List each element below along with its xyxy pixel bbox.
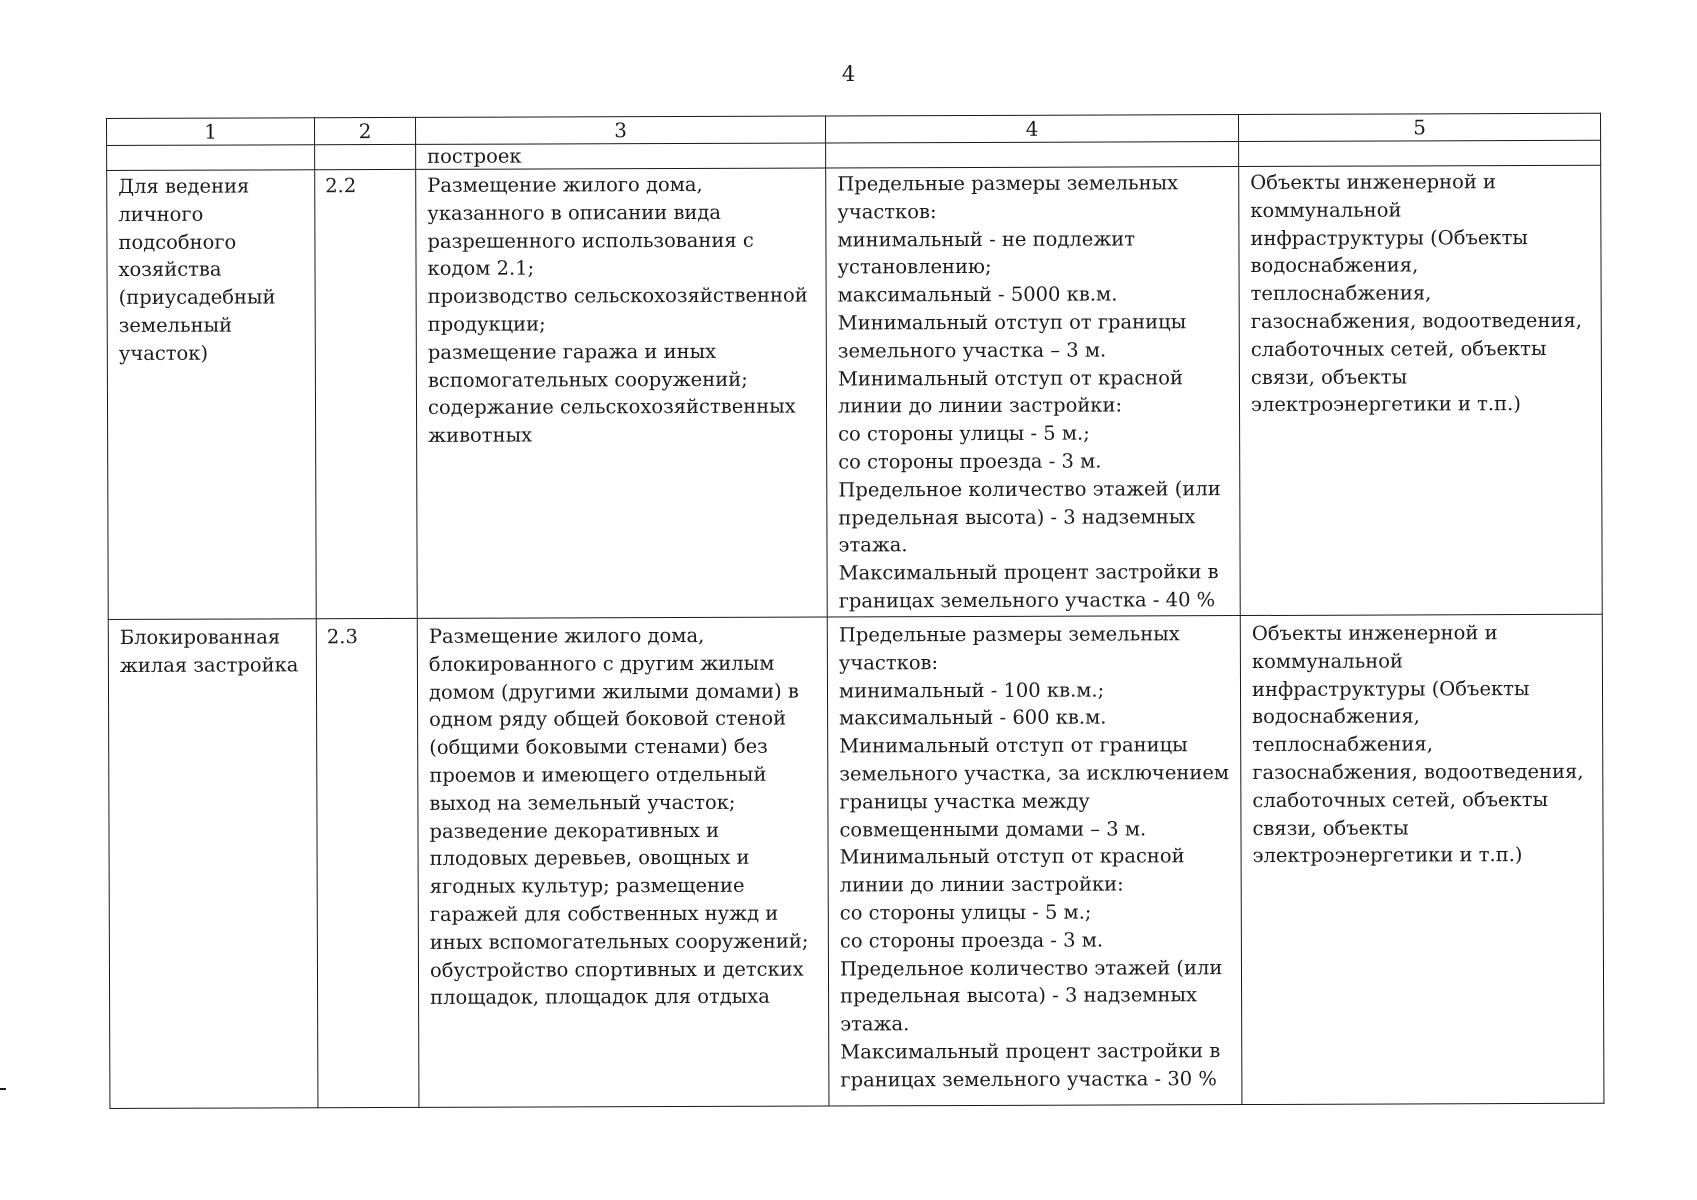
auxiliary-uses: Объекты инженерной и коммунальной инфраструктуры (Объекты водоснабжения, теплоснабжения, газоснабжения, водоотведения, слаботочных сетей, объекты связи, объекты электроэнергетики и т.п.) <box>1239 165 1603 615</box>
continuation-code-cell <box>315 144 416 169</box>
margin-mark <box>0 1088 6 1090</box>
continuation-parameters-cell <box>826 142 1239 168</box>
continuation-auxiliary-cell <box>1239 140 1601 166</box>
table-row <box>107 165 1603 619</box>
continuation-description-cell: построек <box>416 143 826 169</box>
land-use-description: Размещение жилого дома, указанного в описании вида разрешенного использования с кодом 2.1; производство сельскохозяйственной продукции; размещение гаража и иных вспомогательных сооружений; содержание сельскохозяйственных животных <box>416 168 828 618</box>
land-use-code: 2.3 <box>316 618 419 1107</box>
column-number-3: 3 <box>415 116 825 144</box>
column-number-2: 2 <box>315 117 416 144</box>
land-use-code: 2.2 <box>315 169 418 618</box>
land-use-table <box>106 113 1604 1109</box>
page-number: 4 <box>841 62 856 86</box>
land-use-name: Блокированная жилая застройка <box>108 619 318 1109</box>
column-number-1: 1 <box>107 118 315 146</box>
land-use-parameters: Предельные размеры земельных участков: минимальный - не подлежит установлению; максимальный - 5000 кв.м. Минимальный отступ от границы земельного участка – 3 м. Минимальный отступ от красной линии до линии застройки: со стороны улицы - 5 м.; со стороны проезда - 3 м. Предельное количество этажей (или предельная высота) - 3 надземных этажа. Максимальный процент застройки в границах земельного участка - 40 % <box>826 167 1241 617</box>
column-number-4: 4 <box>825 115 1238 143</box>
land-use-parameters: Предельные размеры земельных участков: минимальный - 100 кв.м.; максимальный - 600 кв.м. Минимальный отступ от границы земельного участка, за исключением границы участка между совмещенными домами – 3 м. Минимальный отступ от красной линии до линии застройки: со стороны улицы - 5 м.; со стороны проезда - 3 м. Предельное количество этажей (или предельная высота) - 3 надземных этажа. Максимальный процент застройки в границах земельного участка - 30 % <box>827 616 1242 1106</box>
auxiliary-uses: Объекты инженерной и коммунальной инфраструктуры (Объекты водоснабжения, теплоснабжения, газоснабжения, водоотведения, слаботочных сетей, объекты связи, объекты электроэнергетики и т.п.) <box>1240 614 1604 1104</box>
land-use-name: Для ведения личного подсобного хозяйства (приусадебный земельный участок) <box>107 170 317 620</box>
table-row <box>108 614 1604 1108</box>
column-number-5: 5 <box>1238 113 1600 141</box>
land-use-description: Размещение жилого дома, блокированного с другим жилым домом (другими жилыми домами) в одном ряду общей боковой стеной (общими боковыми стенами) без проемов и имеющего отдельный выход на земельный участок; разведение декоративных и плодовых деревьев, овощных и ягодных культур; размещение гаражей для собственных нужд и иных вспомогательных сооружений; обустройство спортивных и детских площадок, площадок для отдыха <box>417 617 829 1107</box>
continuation-name-cell <box>107 145 315 171</box>
